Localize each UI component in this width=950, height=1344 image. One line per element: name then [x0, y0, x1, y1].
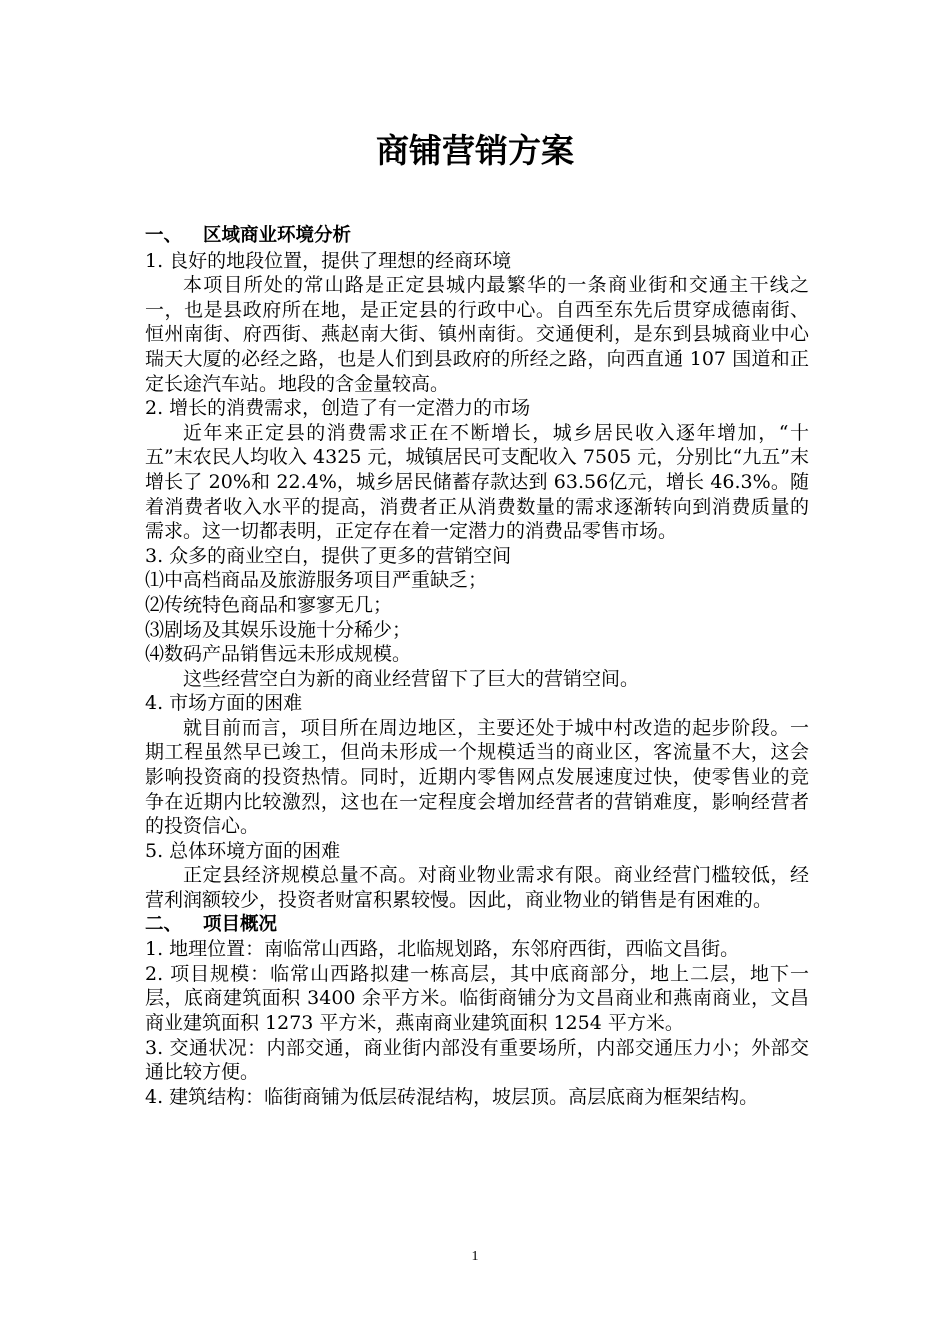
body-paragraph: 这些经营空白为新的商业经营留下了巨大的营销空间。: [183, 667, 640, 690]
document-title: 商铺营销方案: [376, 131, 574, 170]
section-number: 二、: [145, 913, 183, 935]
body-paragraph: 2. 项目规模：临常山西路拟建一栋高层，其中底商部分，地上二层，地下一层，底商建筑面积 3400 余平方米。临街商铺分为文昌商业和燕南商业，文昌商业建筑面积 1273 平方米，燕南商业建筑面积 1254 平方米。: [145, 962, 809, 1034]
subheading: 1. 良好的地段位置，提供了理想的经商环境: [145, 249, 512, 272]
section-number: 一、: [145, 225, 183, 246]
list-item: ⑴中高档商品及旅游服务项目严重缺乏；: [145, 569, 488, 592]
subheading: 4. 市场方面的困难: [145, 692, 303, 715]
section-title: 项目概况: [203, 913, 278, 935]
body-paragraph: 4. 建筑结构：临街商铺为低层砖混结构，坡层顶。高层底商为框架结构。: [145, 1085, 759, 1108]
body-paragraph: 近年来正定县的消费需求正在不断增长，城乡居民收入逐年增加，“十五”末农民人均收入 4325 元，城镇居民可支配收入 7505 元，分别比“九五”末增长了 20%和 22.4%，城乡居民储蓄存款达到 63.56亿元，增长 46.3%。随着消费者收入水平的提高，消费者正从消费数量的需求逐渐转向到消费质量的需求。这一切都表明，正定存在着一定潜力的消费品零售市场。: [145, 421, 809, 543]
list-item: ⑵传统特色商品和寥寥无几；: [145, 593, 393, 616]
subheading: 2. 增长的消费需求，创造了有一定潜力的市场: [145, 397, 531, 420]
section-title: 区域商业环境分析: [203, 225, 352, 246]
body-paragraph: 正定县经济规模总量不高。对商业物业需求有限。商业经营门槛较低，经营利润额较少，投资者财富积累较慢。因此，商业物业的销售是有困难的。: [145, 864, 809, 912]
document-body: [145, 224, 809, 1109]
body-paragraph: 就目前而言，项目所在周边地区，主要还处于城中村改造的起步阶段。一期工程虽然早已竣工，但尚未形成一个规模适当的商业区，客流量不大，这会影响投资商的投资热情。同时，近期内零售网点发展速度过快，使零售业的竞争在近期内比较激烈，这也在一定程度会增加经营者的营销难度，影响经营者的投资信心。: [145, 716, 809, 838]
section-heading-2: [145, 913, 809, 938]
body-paragraph: 本项目所处的常山路是正定县城内最繁华的一条商业街和交通主干线之一，也是县政府所在地，是正定县的行政中心。自西至东先后贯穿成德南街、恒州南街、府西街、燕赵南大街、镇州南街。交通便利，是东到县城商业中心瑞天大厦的必经之路，也是人们到县政府的所经之路，向西直通 107 国道和正定长途汽车站。地段的含金量较高。: [145, 274, 809, 395]
section-heading-1: [145, 224, 809, 249]
list-item: ⑶剧场及其娱乐设施十分稀少；: [145, 618, 412, 641]
subheading: 3. 众多的商业空白，提供了更多的营销空间: [145, 544, 512, 567]
list-item: ⑷数码产品销售远未形成规模。: [145, 643, 412, 666]
subheading: 5. 总体环境方面的困难: [145, 839, 341, 862]
body-paragraph: 3. 交通状况：内部交通，商业街内部没有重要场所，内部交通压力小；外部交通比较方便。: [145, 1036, 809, 1084]
page-number: 1: [471, 1249, 479, 1264]
body-paragraph: 1. 地理位置：南临常山西路，北临规划路，东邻府西街，西临文昌街。: [145, 938, 740, 961]
